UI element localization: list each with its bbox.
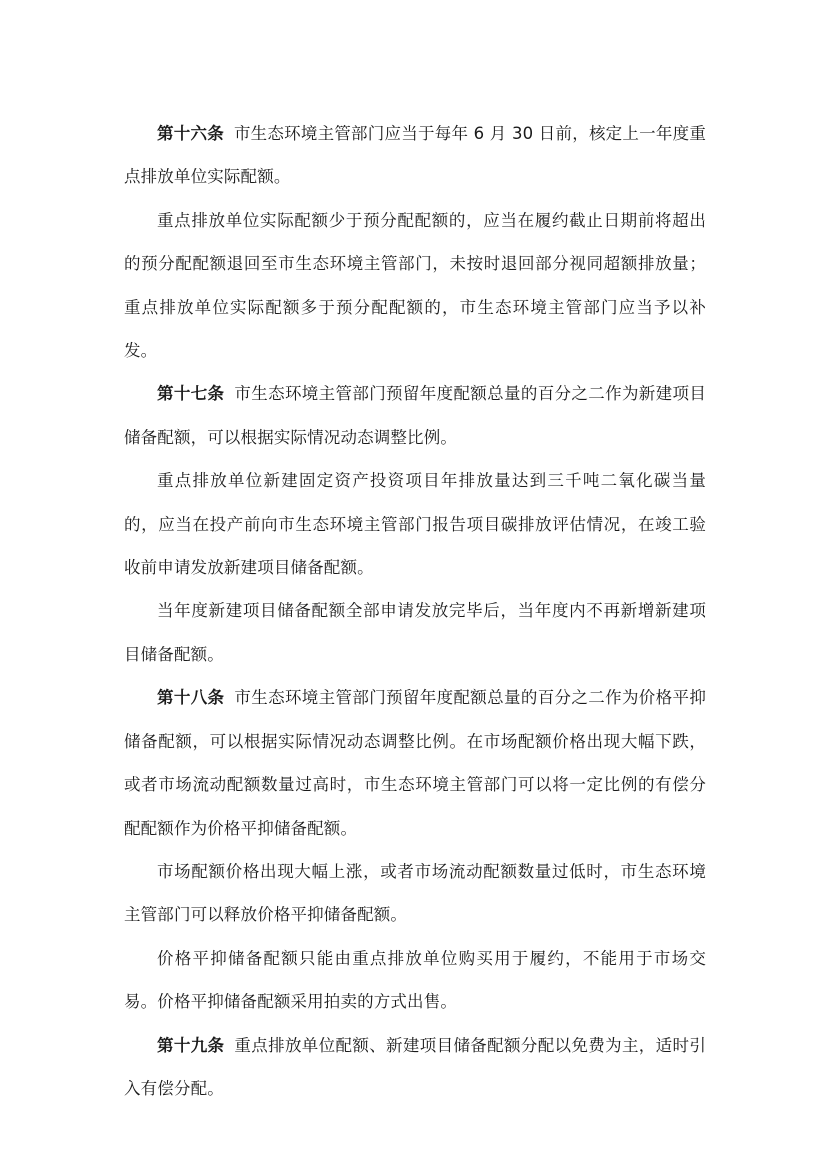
paragraph-text: 市生态环境主管部门应当于每年 6 月 30 日前，核定上一年度重点排放单位实际配额。 [124, 124, 706, 187]
paragraph-text: 重点排放单位配额、新建项目储备配额分配以免费为主，适时引入有偿分配。 [124, 1035, 706, 1098]
article-number: 第十六条 [157, 124, 224, 143]
article-18-clause-2 [124, 850, 706, 937]
document-body [124, 112, 706, 1110]
article-18-paragraph [124, 676, 706, 850]
article-number: 第十八条 [157, 688, 225, 708]
paragraph-text: 市生态环境主管部门预留年度配额总量的百分之二作为价格平抑储备配额，可以根据实际情况动态调整比例。在市场配额价格出现大幅下跌，或者市场流动配额数量过高时，市生态环境主管部门可以将一定比例的有偿分配配额作为价格平抑储备配额。 [124, 688, 706, 838]
paragraph-text: 重点排放单位新建固定资产投资项目年排放量达到三千吨二氧化碳当量的，应当在投产前向市生态环境主管部门报告项目碳排放评估情况，在竣工验收前申请发放新建项目储备配额。 [124, 471, 706, 578]
article-number: 第十七条 [157, 384, 225, 404]
article-16-clause-2 [124, 199, 706, 373]
paragraph-text: 当年度新建项目储备配额全部申请发放完毕后，当年度内不再新增新建项目储备配额。 [124, 601, 706, 664]
article-17-paragraph [124, 372, 706, 459]
paragraph-text: 市生态环境主管部门预留年度配额总量的百分之二作为新建项目储备配额，可以根据实际情况动态调整比例。 [124, 384, 706, 447]
paragraph-text: 价格平抑储备配额只能由重点排放单位购买用于履约，不能用于市场交易。价格平抑储备配额采用拍卖的方式出售。 [124, 948, 706, 1012]
article-17-clause-3 [124, 589, 706, 676]
article-number: 第十九条 [157, 1035, 225, 1055]
article-17-clause-2 [124, 459, 706, 589]
paragraph-text: 重点排放单位实际配额少于预分配配额的，应当在履约截止日期前将超出的预分配配额退回至市生态环境主管部门，未按时退回部分视同超额排放量；重点排放单位实际配额多于预分配配额的，市生态环境主管部门应当予以补发。 [124, 210, 706, 361]
article-19-paragraph [124, 1024, 706, 1111]
article-18-clause-3 [124, 937, 706, 1024]
paragraph-text: 市场配额价格出现大幅上涨，或者市场流动配额数量过低时，市生态环境主管部门可以释放价格平抑储备配额。 [124, 861, 706, 925]
article-16-paragraph [124, 112, 706, 199]
